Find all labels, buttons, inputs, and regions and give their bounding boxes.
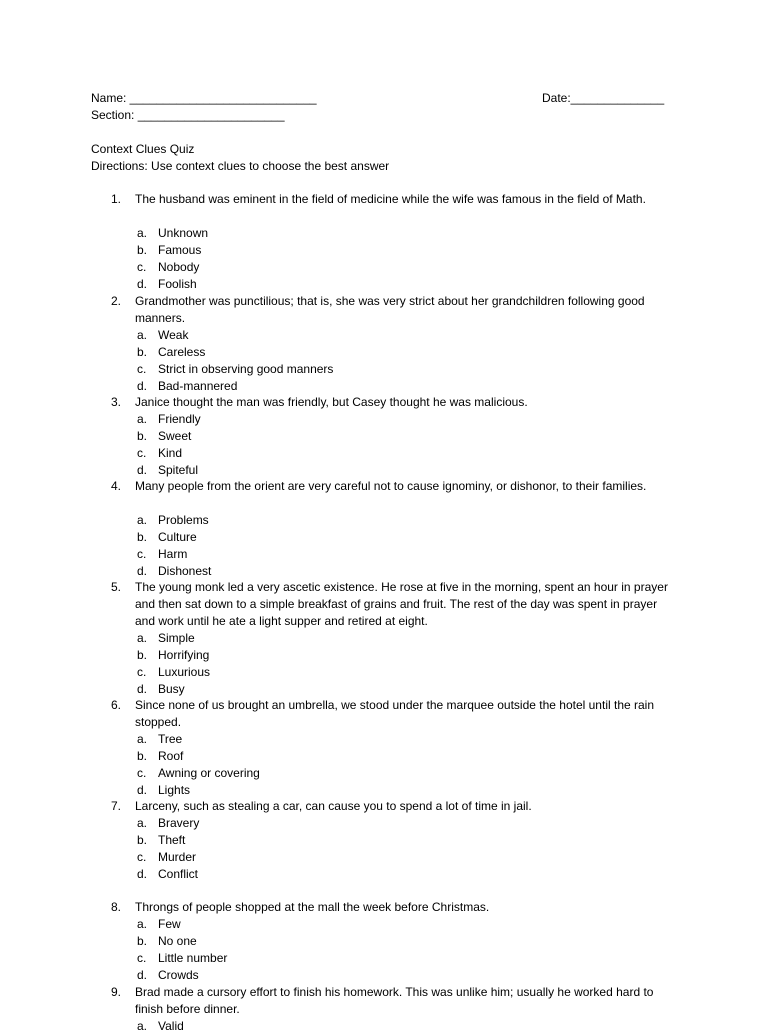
option-text: Conflict [158,867,199,881]
option-text: Famous [158,243,202,257]
question-text: Many people from the orient are very careful not to cause ignominy, or dishonor, to their families. [135,479,647,493]
option-letter: d. [137,463,148,477]
option-letter: c. [137,766,147,780]
option-letter: d. [137,682,148,696]
question-text: The young monk led a very ascetic existence. He rose at five in the morning, spent an hour in prayer and then sat down to a simple breakfast of grains and fruit. The rest of the day was spent in prayer and work until he ate a light supper and retired at eight. [135,580,668,628]
option-letter: c. [137,951,147,965]
option-text: Roof [158,749,184,763]
question-number: 5. [111,580,122,594]
question-number: 7. [111,799,122,813]
option-letter: a. [137,226,148,240]
option-text: Harm [158,547,188,561]
option-letter: a. [137,1019,148,1033]
option-text: Busy [158,682,185,696]
option-text: Awning or covering [158,766,260,780]
option-letter: b. [137,345,148,359]
option-letter: b. [137,749,148,763]
option-text: Spiteful [158,463,199,477]
option-letter: c. [137,260,147,274]
option-letter: a. [137,513,148,527]
question-number: 9. [111,985,122,999]
option-letter: b. [137,530,148,544]
option-text: Careless [158,345,206,359]
option-letter: a. [137,328,148,342]
option-letter: d. [137,379,148,393]
option-text: Culture [158,530,197,544]
option-letter: c. [137,665,147,679]
date-field-label: Date:______________ [542,91,665,105]
option-text: Simple [158,631,195,645]
option-text: Little number [158,951,228,965]
option-letter: a. [137,732,148,746]
question-text: Janice thought the man was friendly, but Casey thought he was malicious. [135,395,528,409]
option-text: Nobody [158,260,200,274]
question-text: Brad made a cursory effort to finish his homework. This was unlike him; usually he worked hard to finish before dinner. [135,985,654,1016]
option-letter: d. [137,867,148,881]
option-text: Theft [158,833,186,847]
directions-text: Use context clues to choose the best answer [151,159,390,173]
option-text: Horrifying [158,648,210,662]
option-text: Dishonest [158,564,212,578]
option-letter: b. [137,934,148,948]
option-text: Kind [158,446,183,460]
directions [91,158,389,175]
question-number: 4. [111,479,122,493]
option-letter: b. [137,833,148,847]
question-text: Since none of us brought an umbrella, we stood under the marquee outside the hotel until the rain stopped. [135,698,655,729]
option-text: Tree [158,732,183,746]
option-letter: a. [137,412,148,426]
question-text: The husband was eminent in the field of medicine while the wife was famous in the field of Math. [135,192,646,206]
option-letter: a. [137,816,148,830]
option-letter: d. [137,783,148,797]
option-text: Bad-mannered [158,379,238,393]
question-number: 8. [111,900,122,914]
option-letter: c. [137,446,147,460]
option-text: Few [158,917,181,931]
directions-label: Directions: [91,159,148,173]
question-number: 6. [111,698,122,712]
option-text: Friendly [158,412,201,426]
option-text: Sweet [158,429,192,443]
question-text: Grandmother was punctilious; that is, she was very strict about her grandchildren following good manners. [135,294,645,325]
option-letter: c. [137,850,147,864]
option-text: Luxurious [158,665,211,679]
question-number: 2. [111,294,122,308]
option-letter: d. [137,277,148,291]
option-text: Weak [158,328,189,342]
option-text: Lights [158,783,191,797]
quiz-title: Context Clues Quiz [91,142,195,156]
option-letter: d. [137,968,148,982]
question-text: Throngs of people shopped at the mall the week before Christmas. [135,900,490,914]
option-text: Murder [158,850,197,864]
option-text: Crowds [158,968,199,982]
option-text: Bravery [158,816,200,830]
option-letter: b. [137,243,148,257]
name-field-label: Name: ____________________________ [91,91,317,105]
section-field-label: Section: ______________________ [91,108,285,122]
option-letter: a. [137,917,148,931]
question-number: 3. [111,395,122,409]
option-text: Foolish [158,277,197,291]
option-letter: d. [137,564,148,578]
option-letter: c. [137,547,147,561]
option-letter: a. [137,631,148,645]
option-letter: b. [137,648,148,662]
question-text: Larceny, such as stealing a car, can cause you to spend a lot of time in jail. [135,799,532,813]
option-text: Problems [158,513,209,527]
option-text: Valid [158,1019,184,1033]
option-text: Unknown [158,226,209,240]
option-letter: b. [137,429,148,443]
option-text: No one [158,934,197,948]
question-number: 1. [111,192,122,206]
option-text: Strict in observing good manners [158,362,334,376]
option-letter: c. [137,362,147,376]
